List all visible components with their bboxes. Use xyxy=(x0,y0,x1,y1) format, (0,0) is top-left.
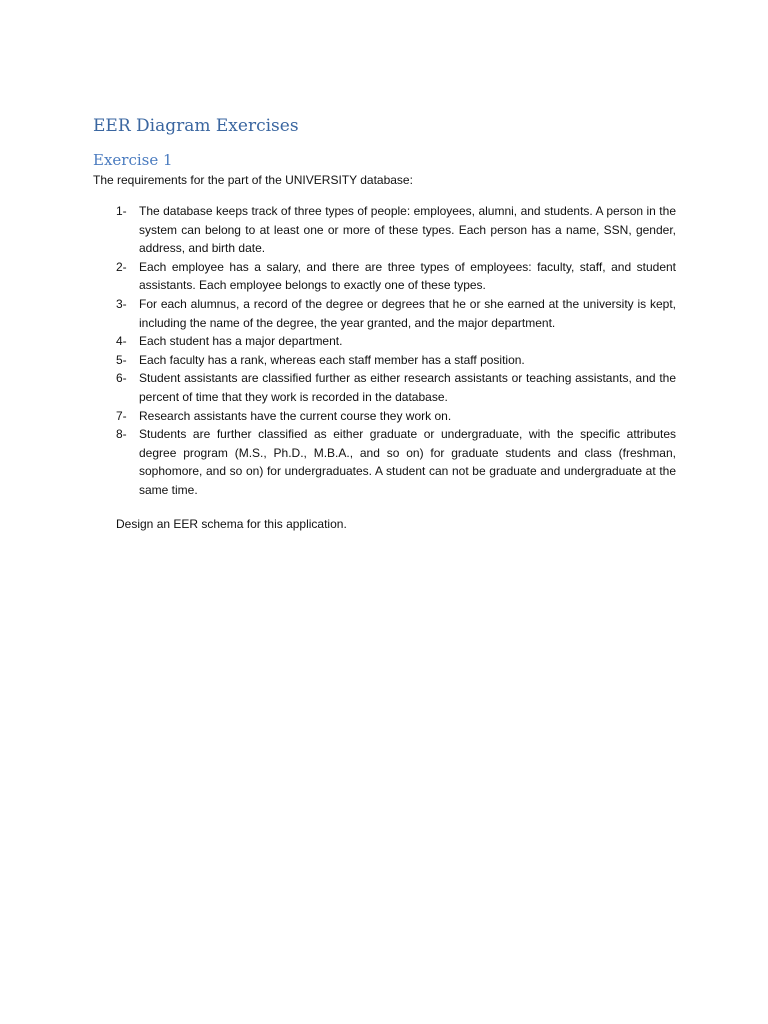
list-item-number: 3- xyxy=(116,296,127,311)
list-item-text: Each faculty has a rank, whereas each staff member has a staff position. xyxy=(139,352,525,367)
list-item-number: 5- xyxy=(116,352,127,367)
list-item-number: 4- xyxy=(116,334,127,349)
list-item-number: 1- xyxy=(116,204,127,218)
document-title: EER Diagram Exercises xyxy=(93,116,299,136)
list-item-number: 7- xyxy=(116,408,127,423)
list-item xyxy=(116,332,676,351)
list-item xyxy=(116,407,676,426)
intro-text: The requirements for the part of the UNIVERSITY database: xyxy=(93,173,413,187)
list-item-number: 8- xyxy=(116,427,127,442)
list-item-text: Each student has a major department. xyxy=(139,334,343,349)
list-item-text: Students are further classified as either graduate or undergraduate, with the specific attributes degree program (M.S., Ph.D., M.B.A., and so on) for graduate students and class (freshman, sophomore, and so on) for undergraduates. A student can not be graduate and undergraduate at the same time. xyxy=(139,427,676,497)
closing-instruction: Design an EER schema for this application. xyxy=(116,517,347,531)
list-item-number: 6- xyxy=(116,371,127,386)
list-item xyxy=(116,369,676,406)
exercise-heading: Exercise 1 xyxy=(93,151,173,169)
list-item-text: Each employee has a salary, and there are three types of employees: faculty, staff, and student assistants. Each employee belongs to exactly one of these types. xyxy=(139,259,676,293)
list-item xyxy=(116,425,676,499)
requirements-list xyxy=(116,202,676,500)
list-item-text: Student assistants are classified further as either research assistants or teaching assistants, and the percent of time that they work is recorded in the database. xyxy=(139,371,676,404)
list-item-text: Research assistants have the current course they work on. xyxy=(139,408,452,423)
list-item-text: For each alumnus, a record of the degree or degrees that he or she earned at the university is kept, including the name of the degree, the year granted, and the major department. xyxy=(139,296,676,330)
list-item xyxy=(116,351,676,370)
list-item xyxy=(116,258,676,295)
list-item xyxy=(116,202,676,258)
list-item-number: 2- xyxy=(116,259,127,274)
list-item xyxy=(116,295,676,332)
list-item-text: The database keeps track of three types of people: employees, alumni, and students. A person in the system can belong to at least one or more of these types. Each person has a name, SSN, gender, address, and birth date. xyxy=(139,204,676,256)
